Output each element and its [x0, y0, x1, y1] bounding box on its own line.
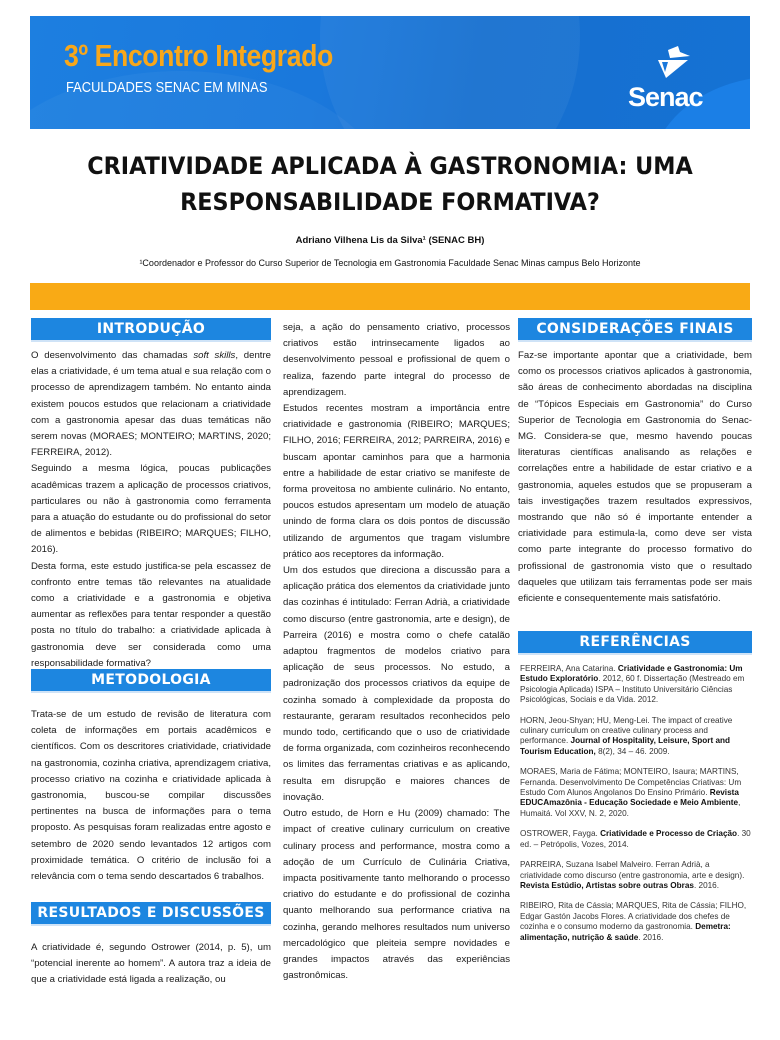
text-span: . 2016. [693, 880, 720, 890]
text-span: . 2012, 60 f. Dissertação (Mestreado em Psicologia Aplicada) ISPA – Instituto Universitário Ciências Psicológicas, Sociais e da Vida. 2012. [520, 674, 745, 705]
section-heading-introducao: INTRODUÇÃO [31, 318, 271, 342]
reference-item [520, 716, 752, 758]
reference-item [520, 901, 752, 943]
bold-title: Revista Estúdio, Artistas sobre outras Obras [520, 880, 694, 890]
event-title: 3º Encontro Integrado [64, 38, 333, 73]
poster-affiliation: ¹Coordenador e Professor do Curso Superior de Tecnologia em Gastronomia Faculdade Senac Minas campus Belo Horizonte [139, 258, 641, 268]
bold-title: Criatividade e Gastronomia: Um Estudo Exploratório [520, 664, 743, 684]
consideracoes-body [518, 348, 752, 607]
event-subtitle: FACULDADES SENAC EM MINAS [66, 79, 268, 96]
poster-authors: Adriano Vilhena Lis da Silva¹ (SENAC BH) [295, 235, 485, 246]
bold-title: Revista EDUCAmazônia - Educação Sociedade e Meio Ambiente [520, 788, 739, 808]
paragraph: Desta forma, este estudo justifica-se pela escassez de confronto entre temas tão relevantes na atualidade como a criatividade e a gastronomia e objetiva aumentar as reflexões para tentar responder a questão posta no título do trabalho: a criatividade aplicada à gastronomia deve ser considerada como uma responsabilidade formativa? [31, 560, 271, 669]
section-heading-resultados: RESULTADOS E DISCUSSÕES [31, 902, 271, 926]
text-span: PARREIRA, Suzana Isabel Malveiro. Ferran Adrià, a criatividade como discurso (entre gastronomia, arte e design). [520, 860, 745, 880]
senac-sail-icon [654, 46, 692, 80]
event-banner [30, 16, 750, 129]
resultados-body-continued [283, 320, 510, 984]
section-heading-consideracoes: CONSIDERAÇÕES FINAIS [518, 318, 752, 342]
paragraph: Outro estudo, de Horn e Hu (2009) chamado: The impact of creative culinary curriculum on creative culinary process and performance, mostra como a adoção de um Currículo de Culinária Criativa, impacta positivamente tanto melhorando o processo criativo do estudante e do profissional de cozinha quanto melhorando sua performance criativa na cozinha, gerando melhores resultados num universo mercadológico que pleiteia sempre novidades e grandes impactos através das experiências gastronômicas. [283, 808, 510, 982]
senac-logo-text: Senac [628, 82, 703, 112]
text-span: RIBEIRO, Rita de Cássia; MARQUES, Rita de Cássia; FILHO, Edgar Gastón Jacobs Flores. A criatividade dos chefes de cozinha e o consumo moderno da gastronomia. [520, 901, 747, 932]
text-span: . 2016. [638, 932, 664, 942]
resultados-body-start [31, 940, 271, 989]
paragraph: Seguindo a mesma lógica, poucas publicações acadêmicas trazem a aplicação de processos criativos, particulares ou não à gastronomia como ferramenta para a atuação do estudante ou do profissional do setor de alimentos e bebidas (RIBEIRO; MARQUES; FILHO, 2016). [31, 463, 271, 556]
text-span: HORN, Jeou-Shyan; HU, Meng-Lei. The impact of creative culinary curriculum on creative culinary process and performance. [520, 715, 733, 746]
section-heading-referencias: REFERÊNCIAS [518, 631, 752, 655]
text-span: OSTROWER, Fayga. [520, 829, 601, 839]
text-span: O desenvolvimento das chamadas [31, 350, 194, 361]
paragraph: seja, a ação do pensamento criativo, processos criativos estão intrinsecamente ligados ao desenvolvimento pessoal e profissional de quem o realiza, fazendo parte integral do processo de aprendizagem. [283, 322, 510, 398]
paragraph: Trata-se de um estudo de revisão de literatura com coleta de informações em portais acadêmicos e científicos. Com os descritores criatividade, criatividade na gastronomia, cozinha criativa, aprendizagem criativa, processo criativo na cozinha e criatividade aplicada à gastronomia, buscou-se compilar discussões pertinentes na busca de informações para o tema proposto. As pesquisas foram realizadas entre agosto e setembro de 2020 sendo levantados 12 artigos com proximidade temática. O critério de inclusão foi a relevância com o tema sendo descartados 6 trabalhos. [31, 709, 271, 883]
introducao-body [31, 348, 271, 672]
metodologia-body [31, 707, 271, 885]
orange-divider-bar [30, 283, 750, 310]
bold-title: Demetra: alimentação, nutrição & saúde [520, 922, 731, 942]
italic-term: soft skills [193, 350, 236, 361]
text-span: FERREIRA, Ana Catarina. [520, 664, 618, 673]
reference-item [520, 860, 752, 891]
paragraph: A criatividade é, segundo Ostrower (2014, p. 5), um “potencial inerente ao homem”. A autora traz a ideia de que a criatividade está ligada a realização, ou [31, 942, 271, 986]
banner-wave [320, 16, 580, 129]
poster-title-line: CRIATIVIDADE APLICADA À GASTRONOMIA: UMA [87, 152, 693, 180]
poster-title-line: RESPONSABILIDADE FORMATIVA? [180, 188, 600, 216]
text-span: . 30 ed. – Petrópolis, Vozes, 2014. [520, 829, 751, 849]
paragraph: Um dos estudos que direciona a discussão para a aplicação prática dos elementos da criatividade junto das cozinhas é intitulado: Ferran Adrià, a criatividade como discurso (entre gastronomia, arte e design), de Parreira (2016) e mostra como o chefe catalão adaptou fragmentos de modelos criativo para aplicação de seus processos. No estudo, a padronização dos processos criativos da equipe de cozinha somado à complexidade da proposta do restaurante, geraram resultados reconhecidos pelo mundo todo, certificando que o uso de criatividade de forma organizada, com cozinheiros reconhecendo os limites das ferramentas criativas e as aplicando, resulta em disrupção e maiores chances de inovação. [283, 565, 510, 803]
reference-item [520, 767, 752, 819]
paragraph [31, 348, 271, 461]
bold-title: Criatividade e Processo de Criação [600, 829, 738, 839]
reference-item [520, 829, 752, 850]
text-span: , dentre elas a criatividade, é um tema atual e sua relação com o processo de aprendizagem também. No entanto ainda existem poucos estudos que relacionam a criatividade com a gastronomia apesar das duas temáticas não serem novas (MORAES; MONTEIRO; MARTINS, 2020; FERREIRA, 2012). [31, 350, 271, 459]
bold-title: Journal of Hospitality, Leisure, Sport and Tourism Education, [520, 736, 731, 756]
section-heading-metodologia: METODOLOGIA [31, 669, 271, 693]
paragraph: Estudos recentes mostram a importância entre criatividade e gastronomia (RIBEIRO; MARQUES; FILHO, 2016; FERREIRA, 2012; PARREIRA, 2016) e buscam apontar caminhos para que a harmonia entre a habilidade de estar criativo se manifeste de forma proveitosa no ambiente culinário. No entanto, poucos estudos apresentam um modelo de atuação unindo de forma clara os dois pontos de discussão utilizando de argumentos que tragam vislumbre prático aos receptores da informação. [283, 403, 510, 560]
poster-title [55, 148, 725, 220]
text-span: MORAES, Maria de Fátima; MONTEIRO, Isaura; MARTINS, Fernanda. Desenvolvimento De Competências Criativas: Um Estudo Com Alunos Angolanos Do Ensino Primário. [520, 767, 742, 798]
references-list [520, 664, 752, 953]
text-span: 8(2), 34 – 46. 2009. [595, 746, 670, 756]
senac-logo [628, 46, 718, 116]
paragraph: Faz-se importante apontar que a criatividade, bem como os processos criativos aplicados à gastronomia, são áreas de conhecimento abordadas na disciplina de “Tópicos Especiais em Gastronomia” do Curso Superior de Tecnologia em Gastronomia do Senac-MG. Considera-se que, mesmo havendo poucas literaturas científicas analisando as relações e correlações entre a habilidade de estar criativo e a gastronomia, aqueles estudos que se propuseram a tais investigações trazem resultados expressivos, mostrando que não só é importante entender a criatividade para estimula-la, como deve ser vista como parte integrante do processo formativo do profissional de gastronomia visto que o resultado daqueles que utilizam tais ferramentas pode ser mais eficiente e consequentemente mais satisfatório. [518, 350, 752, 605]
reference-item [520, 664, 752, 706]
text-span: , Humaitá. Vol XXV, N. 2, 2020. [520, 798, 741, 818]
